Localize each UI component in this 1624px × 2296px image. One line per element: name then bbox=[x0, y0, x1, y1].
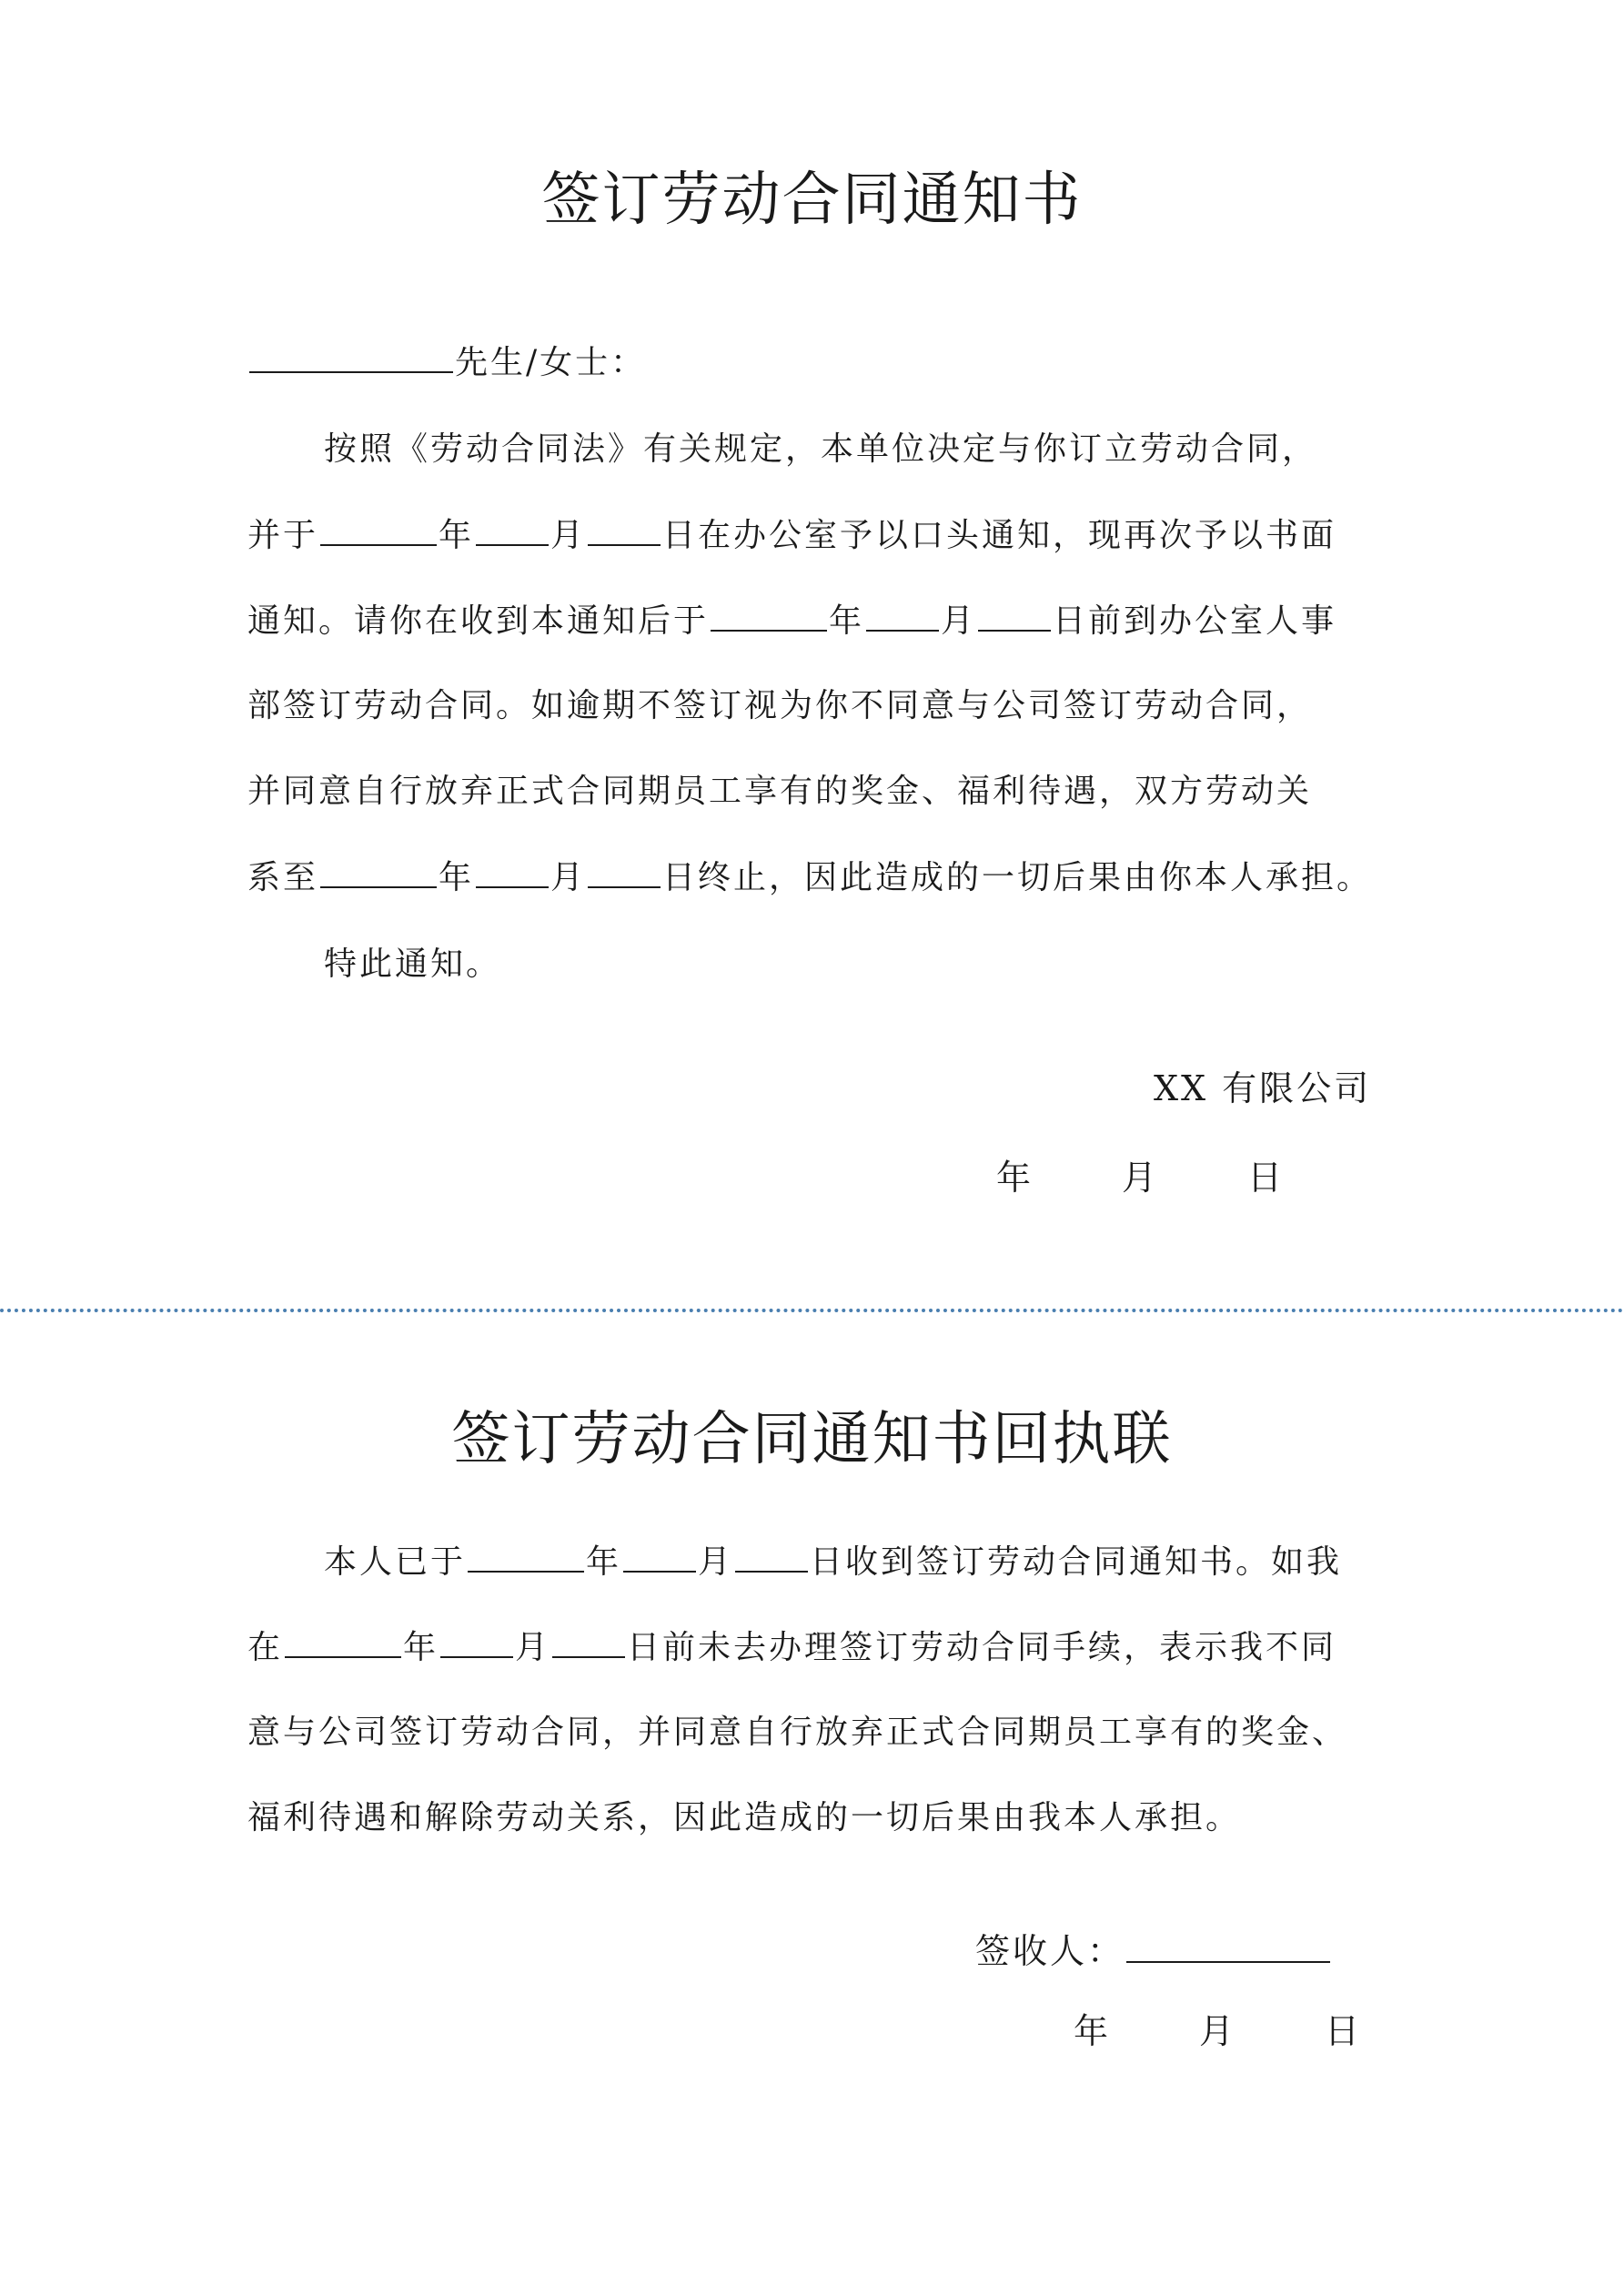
company-name: XX 有限公司 bbox=[1154, 1068, 1372, 1108]
month-blank[interactable] bbox=[866, 599, 939, 632]
month-blank[interactable] bbox=[440, 1625, 513, 1658]
notice-text: 并同意自行放弃正式合同期员工享有的奖金、福利待遇，双方劳动关 bbox=[247, 773, 1313, 810]
notice-paragraph-line bbox=[247, 513, 1337, 558]
receipt-paragraph-line bbox=[247, 1796, 1241, 1840]
month-unit: 月 bbox=[550, 517, 587, 554]
year-unit: 年 bbox=[439, 859, 475, 896]
notice-text: 并于 bbox=[247, 517, 319, 554]
date-day: 日 bbox=[1247, 1158, 1283, 1198]
receipt-text: 意与公司签订劳动合同，并同意自行放弃正式合同期员工享有的奖金、 bbox=[247, 1714, 1348, 1751]
date-day: 日 bbox=[1325, 2011, 1360, 2051]
date-month: 月 bbox=[1122, 1158, 1157, 1198]
month-blank[interactable] bbox=[476, 855, 549, 888]
year-blank[interactable] bbox=[320, 513, 437, 546]
day-blank[interactable] bbox=[552, 1625, 625, 1658]
notice-paragraph-line bbox=[247, 684, 1312, 728]
month-unit: 月 bbox=[698, 1543, 734, 1581]
notice-text: 系至 bbox=[247, 859, 319, 896]
salutation-text: 先生/女士： bbox=[455, 344, 647, 381]
year-blank[interactable] bbox=[320, 855, 437, 888]
notice-text: 日终止，因此造成的一切后果由你本人承担。 bbox=[662, 859, 1373, 896]
receipt-text: 日前未去办理签订劳动合同手续，表示我不同 bbox=[627, 1629, 1337, 1666]
receipt-paragraph-line bbox=[247, 1625, 1337, 1670]
notice-text: 部签订劳动合同。如逾期不签订视为你不同意与公司签订劳动合同， bbox=[247, 687, 1313, 724]
receipt-text: 日收到签订劳动合同通知书。如我 bbox=[810, 1543, 1343, 1581]
signer-row bbox=[975, 1929, 1332, 1973]
year-unit: 年 bbox=[439, 517, 475, 554]
receipt-text: 福利待遇和解除劳动关系，因此造成的一切后果由我本人承担。 bbox=[247, 1799, 1242, 1836]
notice-paragraph-line bbox=[247, 599, 1337, 643]
notice-text: 通知。请你在收到本通知后于 bbox=[247, 602, 710, 640]
signer-blank[interactable] bbox=[1126, 1930, 1330, 1963]
month-unit: 月 bbox=[515, 1629, 551, 1666]
month-unit: 月 bbox=[550, 859, 587, 896]
receipt-paragraph-line bbox=[324, 1540, 1342, 1584]
day-blank[interactable] bbox=[735, 1540, 808, 1573]
date-year: 年 bbox=[996, 1158, 1032, 1198]
receipt-text: 本人已于 bbox=[324, 1543, 467, 1581]
closing-line bbox=[324, 943, 501, 986]
month-blank[interactable] bbox=[623, 1540, 696, 1573]
month-unit: 月 bbox=[941, 602, 977, 640]
date-month: 月 bbox=[1199, 2011, 1235, 2051]
receipt-paragraph-line bbox=[247, 1711, 1347, 1755]
salutation-line bbox=[247, 340, 646, 385]
day-blank[interactable] bbox=[978, 599, 1051, 632]
cut-line-divider bbox=[0, 1309, 1624, 1312]
notice-title: 签订劳动合同通知书 bbox=[541, 167, 1083, 234]
notice-paragraph-line bbox=[247, 770, 1312, 814]
year-unit: 年 bbox=[403, 1629, 439, 1666]
signer-label: 签收人： bbox=[975, 1931, 1125, 1971]
notice-text: 日前到办公室人事 bbox=[1053, 602, 1337, 640]
receipt-date bbox=[1074, 2009, 1359, 2053]
notice-date bbox=[996, 1156, 1282, 1199]
name-blank[interactable] bbox=[249, 340, 453, 373]
notice-paragraph-line bbox=[324, 428, 1317, 471]
year-blank[interactable] bbox=[711, 599, 827, 632]
day-blank[interactable] bbox=[588, 513, 661, 546]
year-blank[interactable] bbox=[468, 1540, 584, 1573]
year-unit: 年 bbox=[829, 602, 865, 640]
notice-paragraph-line bbox=[247, 855, 1372, 900]
receipt-text: 在 bbox=[247, 1629, 284, 1666]
closing-text: 特此通知。 bbox=[324, 946, 502, 983]
receipt-title: 签订劳动合同通知书回执联 bbox=[451, 1406, 1173, 1473]
notice-text: 日在办公室予以口头通知，现再次予以书面 bbox=[662, 517, 1337, 554]
year-unit: 年 bbox=[586, 1543, 622, 1581]
notice-text: 按照《劳动合同法》有关规定，本单位决定与你订立劳动合同， bbox=[324, 430, 1318, 468]
year-blank[interactable] bbox=[285, 1625, 401, 1658]
day-blank[interactable] bbox=[588, 855, 661, 888]
date-year: 年 bbox=[1074, 2011, 1109, 2051]
month-blank[interactable] bbox=[476, 513, 549, 546]
